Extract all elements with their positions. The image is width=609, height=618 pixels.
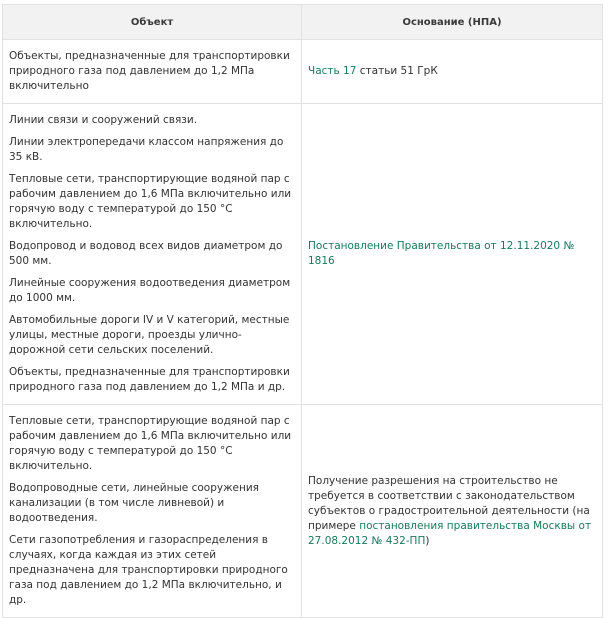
table-header-row [3,5,603,40]
table-row [3,40,603,104]
object-item: Объекты, предназначенные для транспортировки природного газа под давлением до 1,2 МПа и др. [9,366,290,393]
basis-text-after: ) [425,534,430,547]
basis-cell [302,104,603,405]
basis-text: статьи 51 ГрК [356,65,438,77]
object-item: Тепловые сети, транспортирующие водяной пар с рабочим давлением до 1,6 МПа включительно или горячую воду с температурой до 150 °C включительно. [9,173,292,230]
basis-text: Получение разрешения на строительство не требуется в соответствии с законодательством субъектов о градостроительной деятельности (на примере [308,474,590,532]
object-item: Водопроводные сети, линейные сооружения канализации (в том числе ливневой) и водоотведения. [9,482,260,524]
header-basis: Основание (НПА) [302,5,603,40]
table-row [3,405,603,618]
object-item: Водопровод и водовод всех видов диаметром до 500 мм. [9,240,283,267]
object-item: Тепловые сети, транспортирующие водяной пар с рабочим давлением до 1,6 МПа включительно или горячую воду с температурой до 150 °C включительно. [9,415,292,472]
object-item: Объекты, предназначенные для транспортировки природного газа под давлением до 1,2 МПа включительно [9,50,290,92]
table-row [3,104,603,405]
basis-link[interactable]: Постановление Правительства от 12.11.2020 № 1816 [308,240,575,267]
object-item: Линейные сооружения водоотведения диаметром до 1000 мм. [9,277,291,304]
regulations-table [2,4,603,618]
object-item: Линии электропередачи классом напряжения до 35 кВ. [9,136,284,163]
object-item: Автомобильные дороги IV и V категорий, местные улицы, местные дороги, проезды улично-дорожной сети сельских поселений. [9,314,290,356]
basis-cell [302,40,603,104]
object-item: Сети газопотребления и газораспределения в случаях, когда каждая из этих сетей предназначена для транспортировки природного газа под давлением до 1,2 МПа включительно, и др. [9,534,288,606]
basis-cell [302,405,603,618]
objects-cell [3,104,302,405]
header-object: Объект [3,5,302,40]
basis-link[interactable]: Часть 17 [308,65,357,77]
objects-cell [3,405,302,618]
object-item: Линии связи и сооружений связи. [9,114,198,126]
basis-link[interactable]: постановления правительства Москвы от 27.08.2012 № 432-ПП [308,519,592,547]
objects-cell [3,40,302,104]
